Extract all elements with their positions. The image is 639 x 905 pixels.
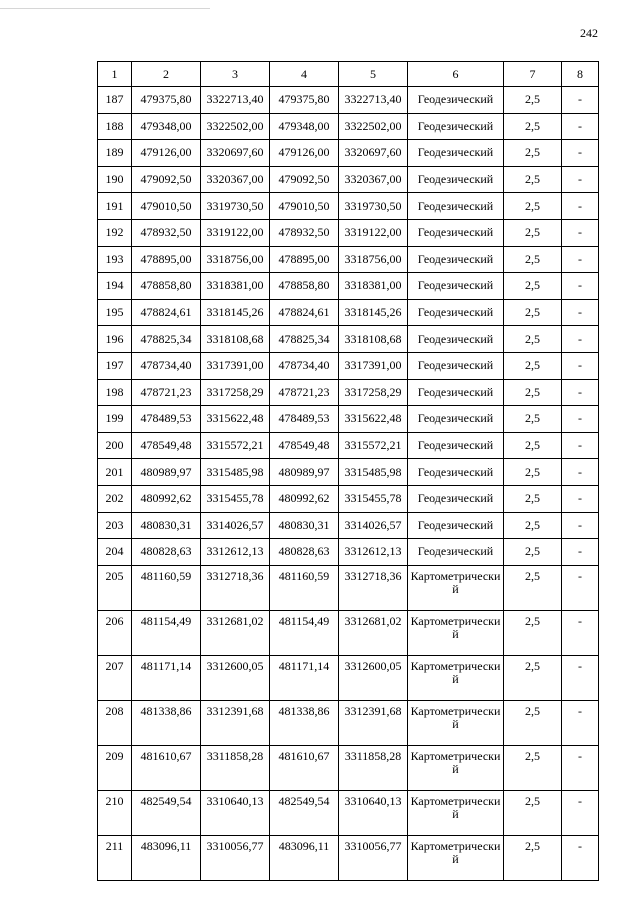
table-cell: 2,5 bbox=[504, 113, 562, 140]
table-cell: 2,5 bbox=[504, 326, 562, 353]
table-cell: Геодезический bbox=[408, 87, 504, 114]
table-cell: 3318108,68 bbox=[339, 326, 408, 353]
header-cell: 6 bbox=[408, 62, 504, 87]
table-cell: - bbox=[562, 273, 599, 300]
table-cell: 3310640,13 bbox=[339, 790, 408, 835]
header-cell: 5 bbox=[339, 62, 408, 87]
table-row bbox=[98, 87, 599, 114]
header-cell: 1 bbox=[98, 62, 132, 87]
table-cell: 3312612,13 bbox=[339, 539, 408, 566]
table-cell: Геодезический bbox=[408, 193, 504, 220]
table-row bbox=[98, 565, 599, 610]
table-cell: 2,5 bbox=[504, 246, 562, 273]
table-cell: 480830,31 bbox=[132, 512, 201, 539]
table-cell: Геодезический bbox=[408, 539, 504, 566]
table-cell: 3318381,00 bbox=[201, 273, 270, 300]
table-cell: 3315572,21 bbox=[339, 432, 408, 459]
table-cell: Картометрический bbox=[408, 565, 504, 610]
table-cell: 3322713,40 bbox=[201, 87, 270, 114]
table-cell: 3315455,78 bbox=[201, 485, 270, 512]
header-row bbox=[98, 62, 599, 87]
table-cell: 202 bbox=[98, 485, 132, 512]
table-cell: 3312391,68 bbox=[339, 700, 408, 745]
table-cell: 199 bbox=[98, 406, 132, 433]
table-cell: Геодезический bbox=[408, 512, 504, 539]
table-row bbox=[98, 406, 599, 433]
table-cell: - bbox=[562, 432, 599, 459]
table-cell: 3318145,26 bbox=[339, 299, 408, 326]
table-row bbox=[98, 745, 599, 790]
table-cell: 3315485,98 bbox=[201, 459, 270, 486]
table-cell: 208 bbox=[98, 700, 132, 745]
table-cell: 189 bbox=[98, 140, 132, 167]
table-cell: 478824,61 bbox=[270, 299, 339, 326]
table-row bbox=[98, 326, 599, 353]
table-cell: 3315572,21 bbox=[201, 432, 270, 459]
table-cell: 2,5 bbox=[504, 485, 562, 512]
header-cell: 3 bbox=[201, 62, 270, 87]
table-cell: 2,5 bbox=[504, 459, 562, 486]
table-cell: 205 bbox=[98, 565, 132, 610]
table-cell: 482549,54 bbox=[132, 790, 201, 835]
table-cell: 478825,34 bbox=[132, 326, 201, 353]
table-cell: 481160,59 bbox=[132, 565, 201, 610]
header-cell: 7 bbox=[504, 62, 562, 87]
table-cell: 478932,50 bbox=[132, 219, 201, 246]
table-row bbox=[98, 219, 599, 246]
table-cell: 2,5 bbox=[504, 565, 562, 610]
table-cell: 3312681,02 bbox=[201, 610, 270, 655]
table-cell: 3312600,05 bbox=[201, 655, 270, 700]
table-cell: 3312718,36 bbox=[339, 565, 408, 610]
table-cell: 2,5 bbox=[504, 219, 562, 246]
table-cell: 481338,86 bbox=[270, 700, 339, 745]
table-cell: 3312681,02 bbox=[339, 610, 408, 655]
table-cell: 2,5 bbox=[504, 299, 562, 326]
table-cell: 3318108,68 bbox=[201, 326, 270, 353]
table-row bbox=[98, 485, 599, 512]
table-cell: 3319730,50 bbox=[201, 193, 270, 220]
table-row bbox=[98, 379, 599, 406]
table-cell: 3315455,78 bbox=[339, 485, 408, 512]
table-cell: 2,5 bbox=[504, 273, 562, 300]
table-cell: 480828,63 bbox=[132, 539, 201, 566]
table-cell: 478549,48 bbox=[132, 432, 201, 459]
table-cell: 478895,00 bbox=[132, 246, 201, 273]
table-cell: - bbox=[562, 379, 599, 406]
table-cell: - bbox=[562, 326, 599, 353]
table-cell: 478721,23 bbox=[132, 379, 201, 406]
table-cell: 481338,86 bbox=[132, 700, 201, 745]
table-cell: Картометрический bbox=[408, 655, 504, 700]
table-cell: 481171,14 bbox=[132, 655, 201, 700]
table-cell: 480989,97 bbox=[270, 459, 339, 486]
table-cell: Геодезический bbox=[408, 406, 504, 433]
table-row bbox=[98, 246, 599, 273]
table-cell: 3311858,28 bbox=[339, 745, 408, 790]
table-cell: - bbox=[562, 459, 599, 486]
table-row bbox=[98, 539, 599, 566]
table-row bbox=[98, 700, 599, 745]
table-cell: 478895,00 bbox=[270, 246, 339, 273]
table-cell: Геодезический bbox=[408, 485, 504, 512]
table-cell: - bbox=[562, 655, 599, 700]
table-cell: 190 bbox=[98, 166, 132, 193]
table-cell: - bbox=[562, 700, 599, 745]
table-cell: 194 bbox=[98, 273, 132, 300]
table-cell: Геодезический bbox=[408, 140, 504, 167]
coordinates-table bbox=[97, 61, 599, 881]
table-cell: 192 bbox=[98, 219, 132, 246]
table-cell: - bbox=[562, 790, 599, 835]
table-cell: - bbox=[562, 485, 599, 512]
table-cell: Геодезический bbox=[408, 432, 504, 459]
table-cell: - bbox=[562, 193, 599, 220]
table-cell: - bbox=[562, 565, 599, 610]
table-cell: 481154,49 bbox=[270, 610, 339, 655]
table-cell: 2,5 bbox=[504, 835, 562, 880]
table-cell: 198 bbox=[98, 379, 132, 406]
table-cell: 480989,97 bbox=[132, 459, 201, 486]
table-cell: 210 bbox=[98, 790, 132, 835]
table-cell: Геодезический bbox=[408, 113, 504, 140]
table-cell: 481154,49 bbox=[132, 610, 201, 655]
table-cell: 3322502,00 bbox=[201, 113, 270, 140]
table-cell: 195 bbox=[98, 299, 132, 326]
table-cell: 479348,00 bbox=[132, 113, 201, 140]
table-cell: Картометрический bbox=[408, 790, 504, 835]
table-cell: Картометрический bbox=[408, 610, 504, 655]
table-row bbox=[98, 166, 599, 193]
table-cell: 478489,53 bbox=[132, 406, 201, 433]
table-cell: Геодезический bbox=[408, 166, 504, 193]
table-cell: 3315622,48 bbox=[339, 406, 408, 433]
table-cell: Геодезический bbox=[408, 326, 504, 353]
table-cell: Геодезический bbox=[408, 246, 504, 273]
table-row bbox=[98, 299, 599, 326]
table-cell: 2,5 bbox=[504, 655, 562, 700]
table-cell: 481171,14 bbox=[270, 655, 339, 700]
table-cell: 3317258,29 bbox=[201, 379, 270, 406]
table-cell: Геодезический bbox=[408, 299, 504, 326]
table-cell: 2,5 bbox=[504, 432, 562, 459]
table-cell: 2,5 bbox=[504, 539, 562, 566]
page-number: 242 bbox=[580, 26, 598, 40]
table-cell: 191 bbox=[98, 193, 132, 220]
table-cell: 3317258,29 bbox=[339, 379, 408, 406]
table-body bbox=[98, 87, 599, 881]
table-cell: 479092,50 bbox=[270, 166, 339, 193]
table-cell: 479092,50 bbox=[132, 166, 201, 193]
table-cell: 2,5 bbox=[504, 790, 562, 835]
table-cell: 2,5 bbox=[504, 512, 562, 539]
table-cell: 187 bbox=[98, 87, 132, 114]
table-cell: 479375,80 bbox=[270, 87, 339, 114]
table-cell: 197 bbox=[98, 352, 132, 379]
table-cell: 478932,50 bbox=[270, 219, 339, 246]
table-cell: 206 bbox=[98, 610, 132, 655]
table-cell: - bbox=[562, 745, 599, 790]
table-cell: 2,5 bbox=[504, 379, 562, 406]
table-cell: 3322713,40 bbox=[339, 87, 408, 114]
table-row bbox=[98, 610, 599, 655]
table-cell: Геодезический bbox=[408, 219, 504, 246]
table-cell: 479126,00 bbox=[270, 140, 339, 167]
table-cell: 479126,00 bbox=[132, 140, 201, 167]
table-cell: 3317391,00 bbox=[339, 352, 408, 379]
table-cell: Картометрический bbox=[408, 835, 504, 880]
table-cell: 478734,40 bbox=[270, 352, 339, 379]
table-cell: 2,5 bbox=[504, 745, 562, 790]
table-cell: 479348,00 bbox=[270, 113, 339, 140]
table-cell: 3314026,57 bbox=[339, 512, 408, 539]
table-cell: 2,5 bbox=[504, 406, 562, 433]
table-cell: 479375,80 bbox=[132, 87, 201, 114]
table-cell: Геодезический bbox=[408, 273, 504, 300]
table-cell: 3320367,00 bbox=[201, 166, 270, 193]
table-cell: 480992,62 bbox=[132, 485, 201, 512]
table-row bbox=[98, 432, 599, 459]
table-cell: 480992,62 bbox=[270, 485, 339, 512]
header-cell: 4 bbox=[270, 62, 339, 87]
table-cell: 480830,31 bbox=[270, 512, 339, 539]
table-cell: 478721,23 bbox=[270, 379, 339, 406]
table-cell: 193 bbox=[98, 246, 132, 273]
table-cell: 478825,34 bbox=[270, 326, 339, 353]
table-cell: 3319730,50 bbox=[339, 193, 408, 220]
table-cell: 479010,50 bbox=[132, 193, 201, 220]
table-cell: 3318756,00 bbox=[201, 246, 270, 273]
table-cell: - bbox=[562, 835, 599, 880]
table-cell: 3312718,36 bbox=[201, 565, 270, 610]
table-cell: 478734,40 bbox=[132, 352, 201, 379]
table-cell: 209 bbox=[98, 745, 132, 790]
table-cell: Геодезический bbox=[408, 352, 504, 379]
table-cell: 2,5 bbox=[504, 352, 562, 379]
table-cell: 3312391,68 bbox=[201, 700, 270, 745]
table-cell: 3314026,57 bbox=[201, 512, 270, 539]
table-cell: Картометрический bbox=[408, 745, 504, 790]
table-cell: Геодезический bbox=[408, 459, 504, 486]
table-cell: 3320697,60 bbox=[339, 140, 408, 167]
table-cell: 196 bbox=[98, 326, 132, 353]
table-cell: 3320367,00 bbox=[339, 166, 408, 193]
table-cell: 2,5 bbox=[504, 193, 562, 220]
table-row bbox=[98, 140, 599, 167]
table-cell: 3318145,26 bbox=[201, 299, 270, 326]
table-cell: 3312600,05 bbox=[339, 655, 408, 700]
top-rule bbox=[0, 8, 210, 9]
table-cell: 482549,54 bbox=[270, 790, 339, 835]
table-cell: 483096,11 bbox=[132, 835, 201, 880]
table-cell: 478549,48 bbox=[270, 432, 339, 459]
table-cell: 3319122,00 bbox=[339, 219, 408, 246]
table-cell: - bbox=[562, 219, 599, 246]
table-cell: - bbox=[562, 113, 599, 140]
table-cell: 3315485,98 bbox=[339, 459, 408, 486]
table-cell: - bbox=[562, 406, 599, 433]
table-cell: 3317391,00 bbox=[201, 352, 270, 379]
table-cell: 481610,67 bbox=[132, 745, 201, 790]
table-cell: 3319122,00 bbox=[201, 219, 270, 246]
table-cell: 3310056,77 bbox=[201, 835, 270, 880]
table-row bbox=[98, 193, 599, 220]
table-cell: 478858,80 bbox=[270, 273, 339, 300]
table-cell: - bbox=[562, 140, 599, 167]
table-cell: 2,5 bbox=[504, 87, 562, 114]
table-cell: 2,5 bbox=[504, 610, 562, 655]
table-cell: - bbox=[562, 512, 599, 539]
table-cell: 3310056,77 bbox=[339, 835, 408, 880]
table-row bbox=[98, 273, 599, 300]
table-cell: 2,5 bbox=[504, 140, 562, 167]
table-cell: 478858,80 bbox=[132, 273, 201, 300]
table-cell: 3311858,28 bbox=[201, 745, 270, 790]
table-cell: Картометрический bbox=[408, 700, 504, 745]
table-cell: 211 bbox=[98, 835, 132, 880]
table-row bbox=[98, 655, 599, 700]
table-cell: 479010,50 bbox=[270, 193, 339, 220]
table-cell: 201 bbox=[98, 459, 132, 486]
table-cell: 3310640,13 bbox=[201, 790, 270, 835]
table-cell: - bbox=[562, 610, 599, 655]
table-cell: 478824,61 bbox=[132, 299, 201, 326]
table-cell: 3318756,00 bbox=[339, 246, 408, 273]
table-cell: 188 bbox=[98, 113, 132, 140]
table-cell: 207 bbox=[98, 655, 132, 700]
table-cell: - bbox=[562, 352, 599, 379]
table-cell: 3322502,00 bbox=[339, 113, 408, 140]
table-cell: 3320697,60 bbox=[201, 140, 270, 167]
table-row bbox=[98, 835, 599, 880]
table-cell: - bbox=[562, 299, 599, 326]
table-cell: 3315622,48 bbox=[201, 406, 270, 433]
header-cell: 2 bbox=[132, 62, 201, 87]
table-cell: 480828,63 bbox=[270, 539, 339, 566]
table-row bbox=[98, 352, 599, 379]
table-cell: Геодезический bbox=[408, 379, 504, 406]
table-cell: - bbox=[562, 166, 599, 193]
table-cell: - bbox=[562, 539, 599, 566]
table-cell: 204 bbox=[98, 539, 132, 566]
table-cell: 481160,59 bbox=[270, 565, 339, 610]
table-cell: 200 bbox=[98, 432, 132, 459]
table-row bbox=[98, 113, 599, 140]
table-cell: 3312612,13 bbox=[201, 539, 270, 566]
table-cell: 2,5 bbox=[504, 700, 562, 745]
table-cell: 2,5 bbox=[504, 166, 562, 193]
table-cell: 3318381,00 bbox=[339, 273, 408, 300]
table-cell: 203 bbox=[98, 512, 132, 539]
table-row bbox=[98, 790, 599, 835]
header-cell: 8 bbox=[562, 62, 599, 87]
table-cell: - bbox=[562, 87, 599, 114]
table-cell: 481610,67 bbox=[270, 745, 339, 790]
table-cell: 478489,53 bbox=[270, 406, 339, 433]
table-cell: - bbox=[562, 246, 599, 273]
table-row bbox=[98, 512, 599, 539]
table-row bbox=[98, 459, 599, 486]
table-cell: 483096,11 bbox=[270, 835, 339, 880]
